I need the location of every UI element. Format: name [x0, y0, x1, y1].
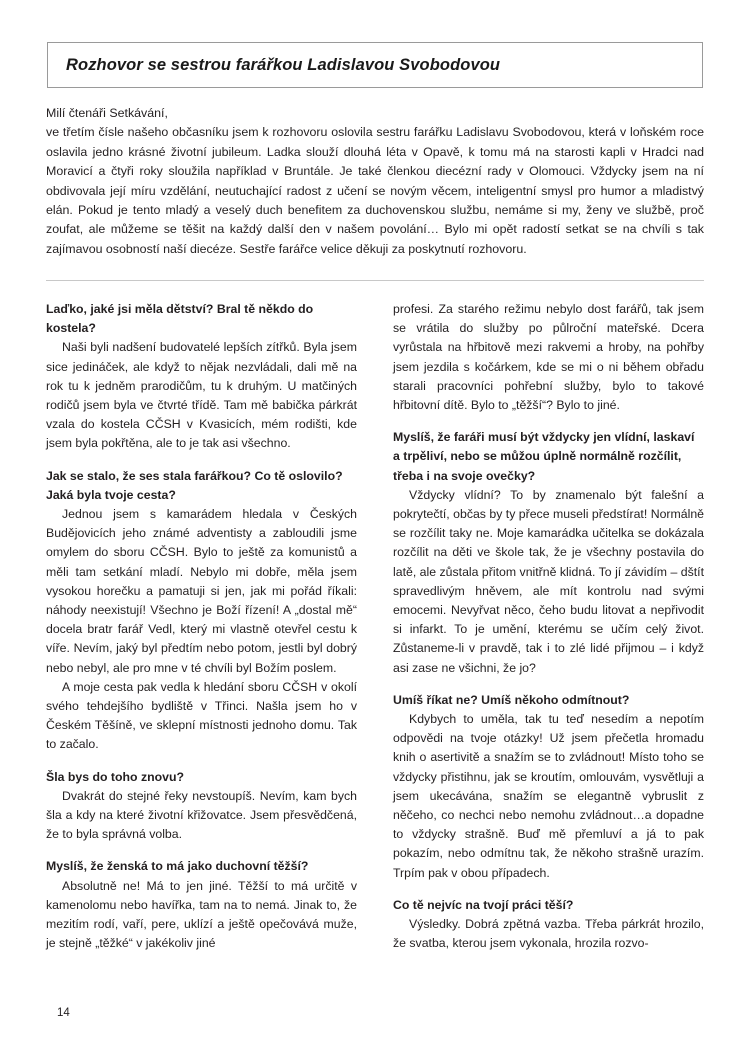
interview-answer: Absolutně ne! Má to jen jiné. Těžší to má určitě v kamenolomu nebo havířka, tam na to nemá. Jinak to, že mezitím rodí, vaří, pere, uklízí a ještě opečovává muže, je stejně „těžké“ v jakékoliv jiné [46, 878, 357, 951]
paragraph-gap [393, 678, 704, 691]
interview-answer: Kdybych to uměla, tak tu teď nesedím a nepotím odpovědi na tvoje otázky! Už jsem přečetla hromadu knih o asertivitě a snažím se to zvládnout! Místo toho se vždycky přistihnu, jak se kroutím, omlouvám, vysvětluji a jsem ukecávána, snažím se elegantně vybruslit z něčeho, co nechci nebo nemohu zvládnout…a dopadne to vždycky strašně. Buď mě přemluví a já to pak pokazím, nebo odmítnu tak, že někoho strašně urazím. Trpím pak v obou případech. [393, 712, 704, 880]
interview-answer: A moje cesta pak vedla k hledání sboru CČSH v okolí svého tehdejšího bydliště v Třinci. Našla jsem ho v Českém Těšíně, ve sklepní místnosti jednoho domu. Tak to začalo. [46, 679, 357, 752]
interview-question: Umíš říkat ne? Umíš někoho odmítnout? [393, 692, 630, 707]
interview-question: Laďko, jaké jsi měla dětství? Bral tě někdo do kostela? [46, 302, 314, 336]
paragraph-gap [46, 755, 357, 768]
interview-question: Myslíš, že ženská to má jako duchovní těžší? [46, 859, 309, 874]
paragraph-gap [46, 844, 357, 857]
article-title: Rozhovor se sestrou farářkou Ladislavou Svobodovou [66, 55, 501, 74]
right-column [393, 300, 704, 1000]
intro-salutation: Milí čtenáři Setkávání, [46, 106, 168, 120]
interview-question: Co tě nejvíc na tvojí práci těší? [393, 897, 574, 912]
intro-body: ve třetím čísle našeho občasníku jsem k rozhovoru oslovila sestru farářku Ladislavu Svobodovou, která v loňském roce oslavila jedno krásné životní jubileum. Ladka slouží dlouhá léta v Opavě, k tomu má na starosti kapli v Hradci nad Moravicí a čtyři roky sloužila například v Bruntále. Je také členkou diecézní rady v Olomouci. Vždycky jsem na ní obdivovala její míru vzdělání, neutuchající radost z učení se novým věcem, inteligentní smysl pro humor a mladistvý elán. Pokud je tento mladý a veselý duch benefitem za duchovenskou službu, nemáme si my, ženy ve službě, proč zoufat, ale můžeme se těšit na každý další den v našem povolání… Bylo mi opět radostí setkat se na chvíli s tak zajímavou osobností naší diecéze. Sestře farářce velice děkuji za poskytnutí rozhovoru. [46, 125, 704, 256]
article-columns [46, 300, 704, 1000]
interview-answer: Vždycky vlídní? To by znamenalo být falešní a pokrytečtí, občas by ty přece museli předstírat! Normálně se rozčílit taky ne. Moje kamarádka učitelka se dokázala rozčílit na děti ve škole tak, že je všechny postavila do latě, ale zůstala přitom vnitřně klidná. To jí závidím – dštít spravedlivým hněvem, ale mít kontrolu nad svými emocemi. Nevyřvat něco, čeho budu litovat a nepřivodit si infarkt. To je umění, kterému se učím celý život. Zůstaneme-li v pravdě, tak i to zlé lidé přijmou – i když asi zase ne všichni, že jo? [393, 487, 704, 675]
page-number: 14 [57, 1007, 70, 1019]
interview-question: Jak se stalo, že ses stala farářkou? Co tě oslovilo? Jaká byla tvoje cesta? [46, 468, 343, 502]
intro-block [46, 104, 704, 259]
interview-answer: profesi. Za starého režimu nebylo dost farářů, tak jsem se vrátila do služby po půlroční mateřské. Dcera vyrůstala na hřbitově mezi rakvemi a hroby, na pohřby jsem jezdila s kočárkem, kde se mi o ni během obřadu starali pracovníci pohřební služby, bylo to takové hřbitovní dítě. Bylo to „těžší“? Bylo to jiné. [393, 302, 704, 413]
interview-answer: Dvakrát do stejné řeky nevstoupíš. Nevím, kam bych šla a kdy na které životní křižovatce. Jsem přesvědčená, že to byla správná volba. [46, 788, 357, 842]
interview-answer: Výsledky. Dobrá zpětná vazba. Třeba párkrát hrozilo, že svatba, kterou jsem vykonala, hrozila rozvo- [393, 917, 704, 951]
interview-answer: Naši byli nadšení budovatelé lepších zítřků. Byla jsem sice jedináček, ale když to nějak nezvládali, dali mě na rok tu k jedněm prarodičům, tu k druhým. U matčiných rodičů jsem byla ve čtvrté třídě. Tam mě babička párkrát vzala do kostela CČSH v Kvasicích, mém rodišti, kde jsem byla pokřtěna, ale to je tak asi všechno. [46, 340, 357, 451]
paragraph-gap [46, 454, 357, 467]
paragraph-gap [393, 883, 704, 896]
interview-question: Šla bys do toho znovu? [46, 769, 184, 784]
interview-answer: Jednou jsem s kamarádem hledala v Českých Budějovicích jeho známé adventisty a zabloudili jsme omylem do sboru CČSH. Bylo to ještě za komunistů a měli tam setkání mladí. Nebylo mi dobře, měla jsem vysokou horečku a pamatuji si jen, jak mi pořád říkali: náhody neexistují! Všechno je Boží řízení! A „dostal mě“ docela bratr farář Vedl, který mi vlastně otevřel cestu k víře. Nevím, jaký byl předtím nebo potom, jestli byl dobrý nebo nebyl, ale pro mne v té chvíli byl Božím poslem. [46, 507, 357, 675]
section-divider [46, 280, 704, 281]
paragraph-gap [393, 415, 704, 428]
left-column [46, 300, 357, 1000]
article-title-box [47, 42, 703, 88]
interview-question: Myslíš, že faráři musí být vždycky jen vlídní, laskaví a trpěliví, nebo se můžou úplně normálně rozčílit, třeba i na svoje ovečky? [393, 430, 695, 483]
